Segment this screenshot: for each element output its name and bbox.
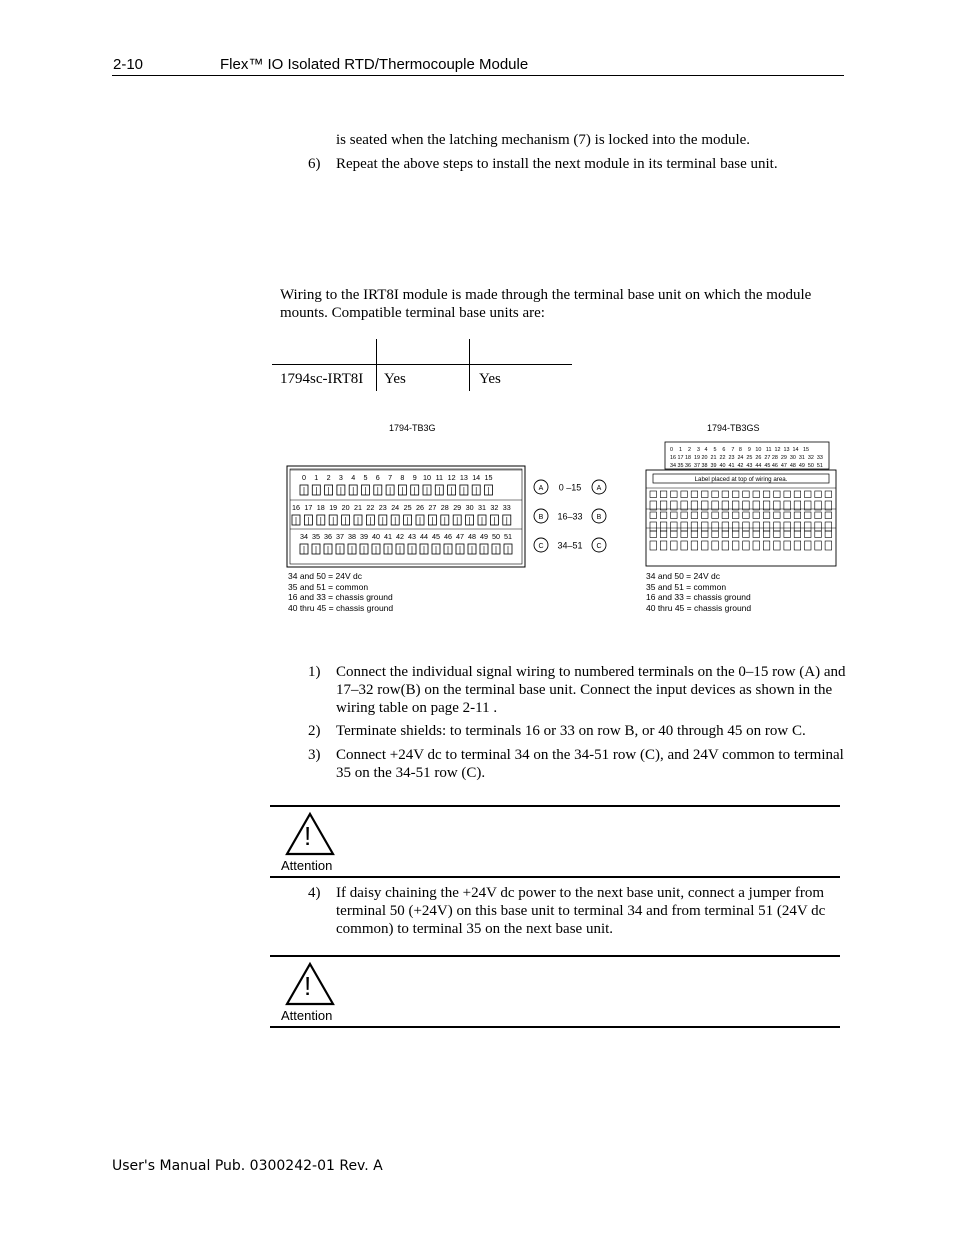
terminal-screw-square [722,531,729,538]
wiring-step-4 [308,884,848,940]
legend-line: 40 thru 45 = chassis ground [646,602,752,613]
terminal-number: 26 [416,503,424,512]
terminal-number: 25 [403,503,412,512]
table-row-label: 1794sc-IRT8I [280,371,364,387]
terminal-number: 27 [428,503,437,512]
terminal-slot [743,522,750,531]
terminal-number: 21 [354,503,362,512]
terminal-slot [660,501,667,510]
terminal-screw-square [743,512,750,519]
terminal-slot [784,541,791,550]
terminal-screw-square [660,512,667,519]
step-text: Terminate shields: to terminals 16 or 33 on row B, or 40 through 45 on row C. [336,723,806,739]
terminal-number: 12 [447,473,456,482]
terminal-screw-square [712,531,719,538]
terminal-number: 4 [351,473,356,482]
attention-label: Attention [281,858,333,873]
step-text: If daisy chaining the +24V dc power to the next base unit, connect a jumper from terminal 50 (+24V) on this base unit to terminal 34 and from terminal 51 (24V dc common) to terminal 35 on the next base unit. [336,885,826,937]
terminal-number: 18 [316,503,325,512]
terminal-number: 49 [480,532,488,541]
terminal-slot [722,522,729,531]
terminal-number: 40 [372,532,380,541]
terminal-base-outline [646,470,836,566]
terminal-screw-square [815,491,822,498]
terminal-screw-square [671,512,678,519]
terminal-number: 29 [453,503,462,512]
terminal-slot [815,522,822,531]
terminal-number: 9 [412,473,417,482]
terminal-slot [681,541,688,550]
terminal-screw-square [763,491,770,498]
terminal-screw-square [660,491,667,498]
row-letter: C [538,543,544,550]
terminal-screw-square [722,491,729,498]
terminal-number: 48 [468,532,476,541]
terminal-number: 44 [420,532,428,541]
terminal-slot [660,522,667,531]
terminal-slot [732,522,739,531]
terminal-number: 43 [408,532,416,541]
terminal-slot [671,522,678,531]
terminal-slot [743,501,750,510]
terminal-screw-square [681,531,688,538]
terminal-number: 23 [378,503,387,512]
attention-bottom-rule [270,876,840,878]
terminal-slot [825,541,832,550]
terminal-screw-square [743,531,750,538]
attention-bottom-rule [270,1026,840,1028]
terminal-screw-square [722,512,729,519]
terminal-slot [753,501,760,510]
terminal-number: 38 [348,532,356,541]
terminal-screw-square [671,491,678,498]
terminal-slot [815,501,822,510]
terminal-number: 10 [423,473,431,482]
terminal-slot [774,541,781,550]
terminal-screw-square [732,512,739,519]
step-text: Connect the individual signal wiring to numbered terminals on the 0–15 row (A) and 17–32 row(B) on the terminal base unit. Connect the input devices as shown in the wiring table on page 2-11 . [336,664,846,716]
terminal-screw-square [650,512,657,519]
terminal-number: 37 [336,532,344,541]
legend-line: 16 and 33 = chassis ground [288,592,393,602]
terminal-number: 15 [484,473,493,482]
legend-line: 35 and 51 = common [646,581,727,592]
terminal-slot [784,522,791,531]
exclamation-symbol: ! [304,821,312,851]
terminal-slot [702,541,709,550]
terminal-slot [691,541,698,550]
terminal-number-row: 0 1 2 3 4 5 6 7 8 9 10 11 12 13 14 15 [670,447,809,453]
terminal-slot [732,541,739,550]
terminal-number: 2 [326,473,331,482]
terminal-number: 35 [312,532,320,541]
terminal-slot [794,501,801,510]
terminal-screw-square [691,531,698,538]
terminal-screw-square [763,512,770,519]
terminal-number: 36 [324,532,332,541]
terminal-number: 8 [400,473,405,482]
terminal-number: 45 [432,532,440,541]
terminal-screw-square [794,531,801,538]
step-number: 6) [308,156,321,172]
table-rule [272,364,572,365]
terminal-slot [794,541,801,550]
terminal-number: 46 [444,532,452,541]
terminal-screw-square [825,491,832,498]
tb3gs-legend [646,571,751,613]
terminal-slot [702,522,709,531]
terminal-screw-square [753,512,760,519]
terminal-screw-square [774,531,781,538]
terminal-screw-square [784,512,791,519]
terminal-number: 13 [459,473,468,482]
compatibility-table [272,339,574,391]
terminal-slot [671,501,678,510]
diagram-title-tb3g: 1794-TB3G [389,423,436,433]
terminal-screw-square [691,491,698,498]
terminal-screw-square [732,491,739,498]
terminal-slot [763,501,770,510]
terminal-number: 33 [502,503,511,512]
terminal-slot [763,522,770,531]
terminal-screw-square [774,491,781,498]
terminal-number: 42 [396,532,404,541]
terminal-screw-square [702,531,709,538]
terminal-slot [794,522,801,531]
label-note-text: Label placed at top of wiring area. [694,476,788,483]
terminal-slot [712,501,719,510]
terminal-base-diagram-tb3g [286,465,616,569]
terminal-number: 24 [391,503,400,512]
terminal-number: 17 [304,503,313,512]
terminal-slot [732,501,739,510]
legend-line: 34 and 50 = 24V dc [288,571,362,581]
terminal-slot [722,501,729,510]
terminal-screw-square [805,512,812,519]
terminal-slot [712,541,719,550]
wiring-step-3 [308,746,848,784]
terminal-slot [650,522,657,531]
terminal-number: 50 [492,532,500,541]
step-text: Connect +24V dc to terminal 34 on the 34-51 row (C), and 24V common to terminal 35 on the 34-51 row (C). [336,747,844,781]
terminal-slot [660,541,667,550]
attention-top-rule [270,805,840,807]
terminal-slot [650,501,657,510]
terminal-number: 1 [314,473,319,482]
terminal-number: 31 [478,503,486,512]
terminal-number: 3 [338,473,343,482]
terminal-number: 22 [366,503,375,512]
tb3g-terminal-drawing [286,465,616,569]
header-rule [112,75,844,76]
legend-line: 16 and 33 = chassis ground [646,592,751,602]
terminal-screw-square [743,491,750,498]
row-letter: A [538,485,544,492]
terminal-screw-square [671,531,678,538]
terminal-slot [691,522,698,531]
terminal-slot [671,541,678,550]
terminal-number: 28 [440,503,449,512]
terminal-number: 20 [341,503,350,512]
terminal-screw-square [825,531,832,538]
terminal-number: 5 [363,473,368,482]
install-continuation-text: is seated when the latching mechanism (7) is locked into the module. [336,132,751,148]
terminal-screw-square [650,531,657,538]
page-number: 2-10 [113,56,144,73]
terminal-screw-square [681,512,688,519]
terminal-screw-square [660,531,667,538]
terminal-screw-square [732,531,739,538]
terminal-slot [805,541,812,550]
terminal-number: 11 [435,473,444,482]
row-letter: B [538,514,544,521]
exclamation-symbol: ! [304,971,312,1001]
terminal-screw-square [650,491,657,498]
attention-box [270,805,840,879]
attention-label: Attention [281,1008,333,1023]
footer-publication: User's Manual Pub. 0300242-01 Rev. A [112,1158,383,1174]
tb3g-legend [288,571,393,613]
terminal-screw-square [784,531,791,538]
terminal-screw-square [691,512,698,519]
terminal-slot [681,522,688,531]
diagram-title-tb3gs: 1794-TB3GS [707,423,760,433]
table-cell: Yes [384,371,406,387]
step-number: 1) [308,664,321,680]
terminal-number: 41 [384,532,392,541]
step-text: Repeat the above steps to install the next module in its terminal base unit. [336,156,778,172]
terminal-screw-square [794,512,801,519]
terminal-slot [825,501,832,510]
terminal-screw-square [805,491,812,498]
terminal-screw-square [753,531,760,538]
step-number: 4) [308,885,321,901]
attention-top-rule [270,955,840,957]
document-title: Flex™ IO Isolated RTD/Thermocouple Module [220,56,529,73]
terminal-screw-square [763,531,770,538]
install-step-6 [308,155,848,175]
terminal-slot [805,522,812,531]
terminal-slot [815,541,822,550]
step-number: 3) [308,747,321,763]
terminal-slot [722,541,729,550]
terminal-number: 34 [300,532,308,541]
terminal-number: 39 [360,532,368,541]
terminal-number: 19 [329,503,338,512]
terminal-number: 14 [472,473,481,482]
wiring-intro-paragraph: Wiring to the IRT8I module is made through the terminal base unit on which the module mounts. Compatible terminal base units are: [280,287,812,321]
table-cell: Yes [479,371,501,387]
row-letter: C [596,543,602,550]
terminal-number: 16 [292,503,300,512]
terminal-screw-square [825,512,832,519]
terminal-screw-square [774,512,781,519]
wiring-step-2 [308,722,848,742]
row-range-label: 16–33 [557,511,583,522]
terminal-number: 0 [302,473,306,482]
terminal-slot [743,541,750,550]
terminal-slot [691,501,698,510]
row-letter: B [596,514,602,521]
terminal-screw-square [805,531,812,538]
step-number: 2) [308,723,321,739]
table-column-divider [376,339,377,391]
wiring-step-1 [308,663,848,719]
terminal-slot [784,501,791,510]
terminal-slot [774,522,781,531]
terminal-base-diagram-tb3gs [644,440,844,570]
terminal-screw-square [702,512,709,519]
terminal-screw-square [702,491,709,498]
terminal-screw-square [815,512,822,519]
table-column-divider [469,339,470,391]
terminal-slot [805,501,812,510]
terminal-number: 32 [490,503,499,512]
terminal-slot [763,541,770,550]
terminal-screw-square [784,491,791,498]
row-range-label: 0 –15 [558,482,582,493]
terminal-number: 47 [456,532,464,541]
terminal-slot [650,541,657,550]
terminal-slot [825,522,832,531]
terminal-number-row: 16 17 18 19 20 21 22 23 24 25 26 27 28 29 30 31 32 33 [670,455,823,461]
terminal-screw-square [753,491,760,498]
legend-line: 40 thru 45 = chassis ground [288,602,394,613]
terminal-screw-square [712,491,719,498]
terminal-number-row: 34 35 36 37 38 39 40 41 42 43 44 45 46 47 48 49 50 51 [670,463,823,469]
terminal-slot [774,501,781,510]
row-letter: A [596,485,602,492]
tb3gs-terminal-drawing [644,440,844,570]
terminal-slot [753,541,760,550]
attention-box [270,955,840,1029]
terminal-screw-square [681,491,688,498]
terminal-screw-square [794,491,801,498]
row-range-label: 34–51 [557,540,583,551]
terminal-slot [681,501,688,510]
terminal-screw-square [815,531,822,538]
terminal-number: 7 [388,473,393,482]
legend-line: 34 and 50 = 24V dc [646,571,720,581]
terminal-number: 6 [375,473,380,482]
terminal-slot [702,501,709,510]
terminal-slot [753,522,760,531]
terminal-slot [712,522,719,531]
terminal-number: 51 [504,532,512,541]
terminal-number: 30 [465,503,474,512]
legend-line: 35 and 51 = common [288,581,369,592]
terminal-screw-square [712,512,719,519]
